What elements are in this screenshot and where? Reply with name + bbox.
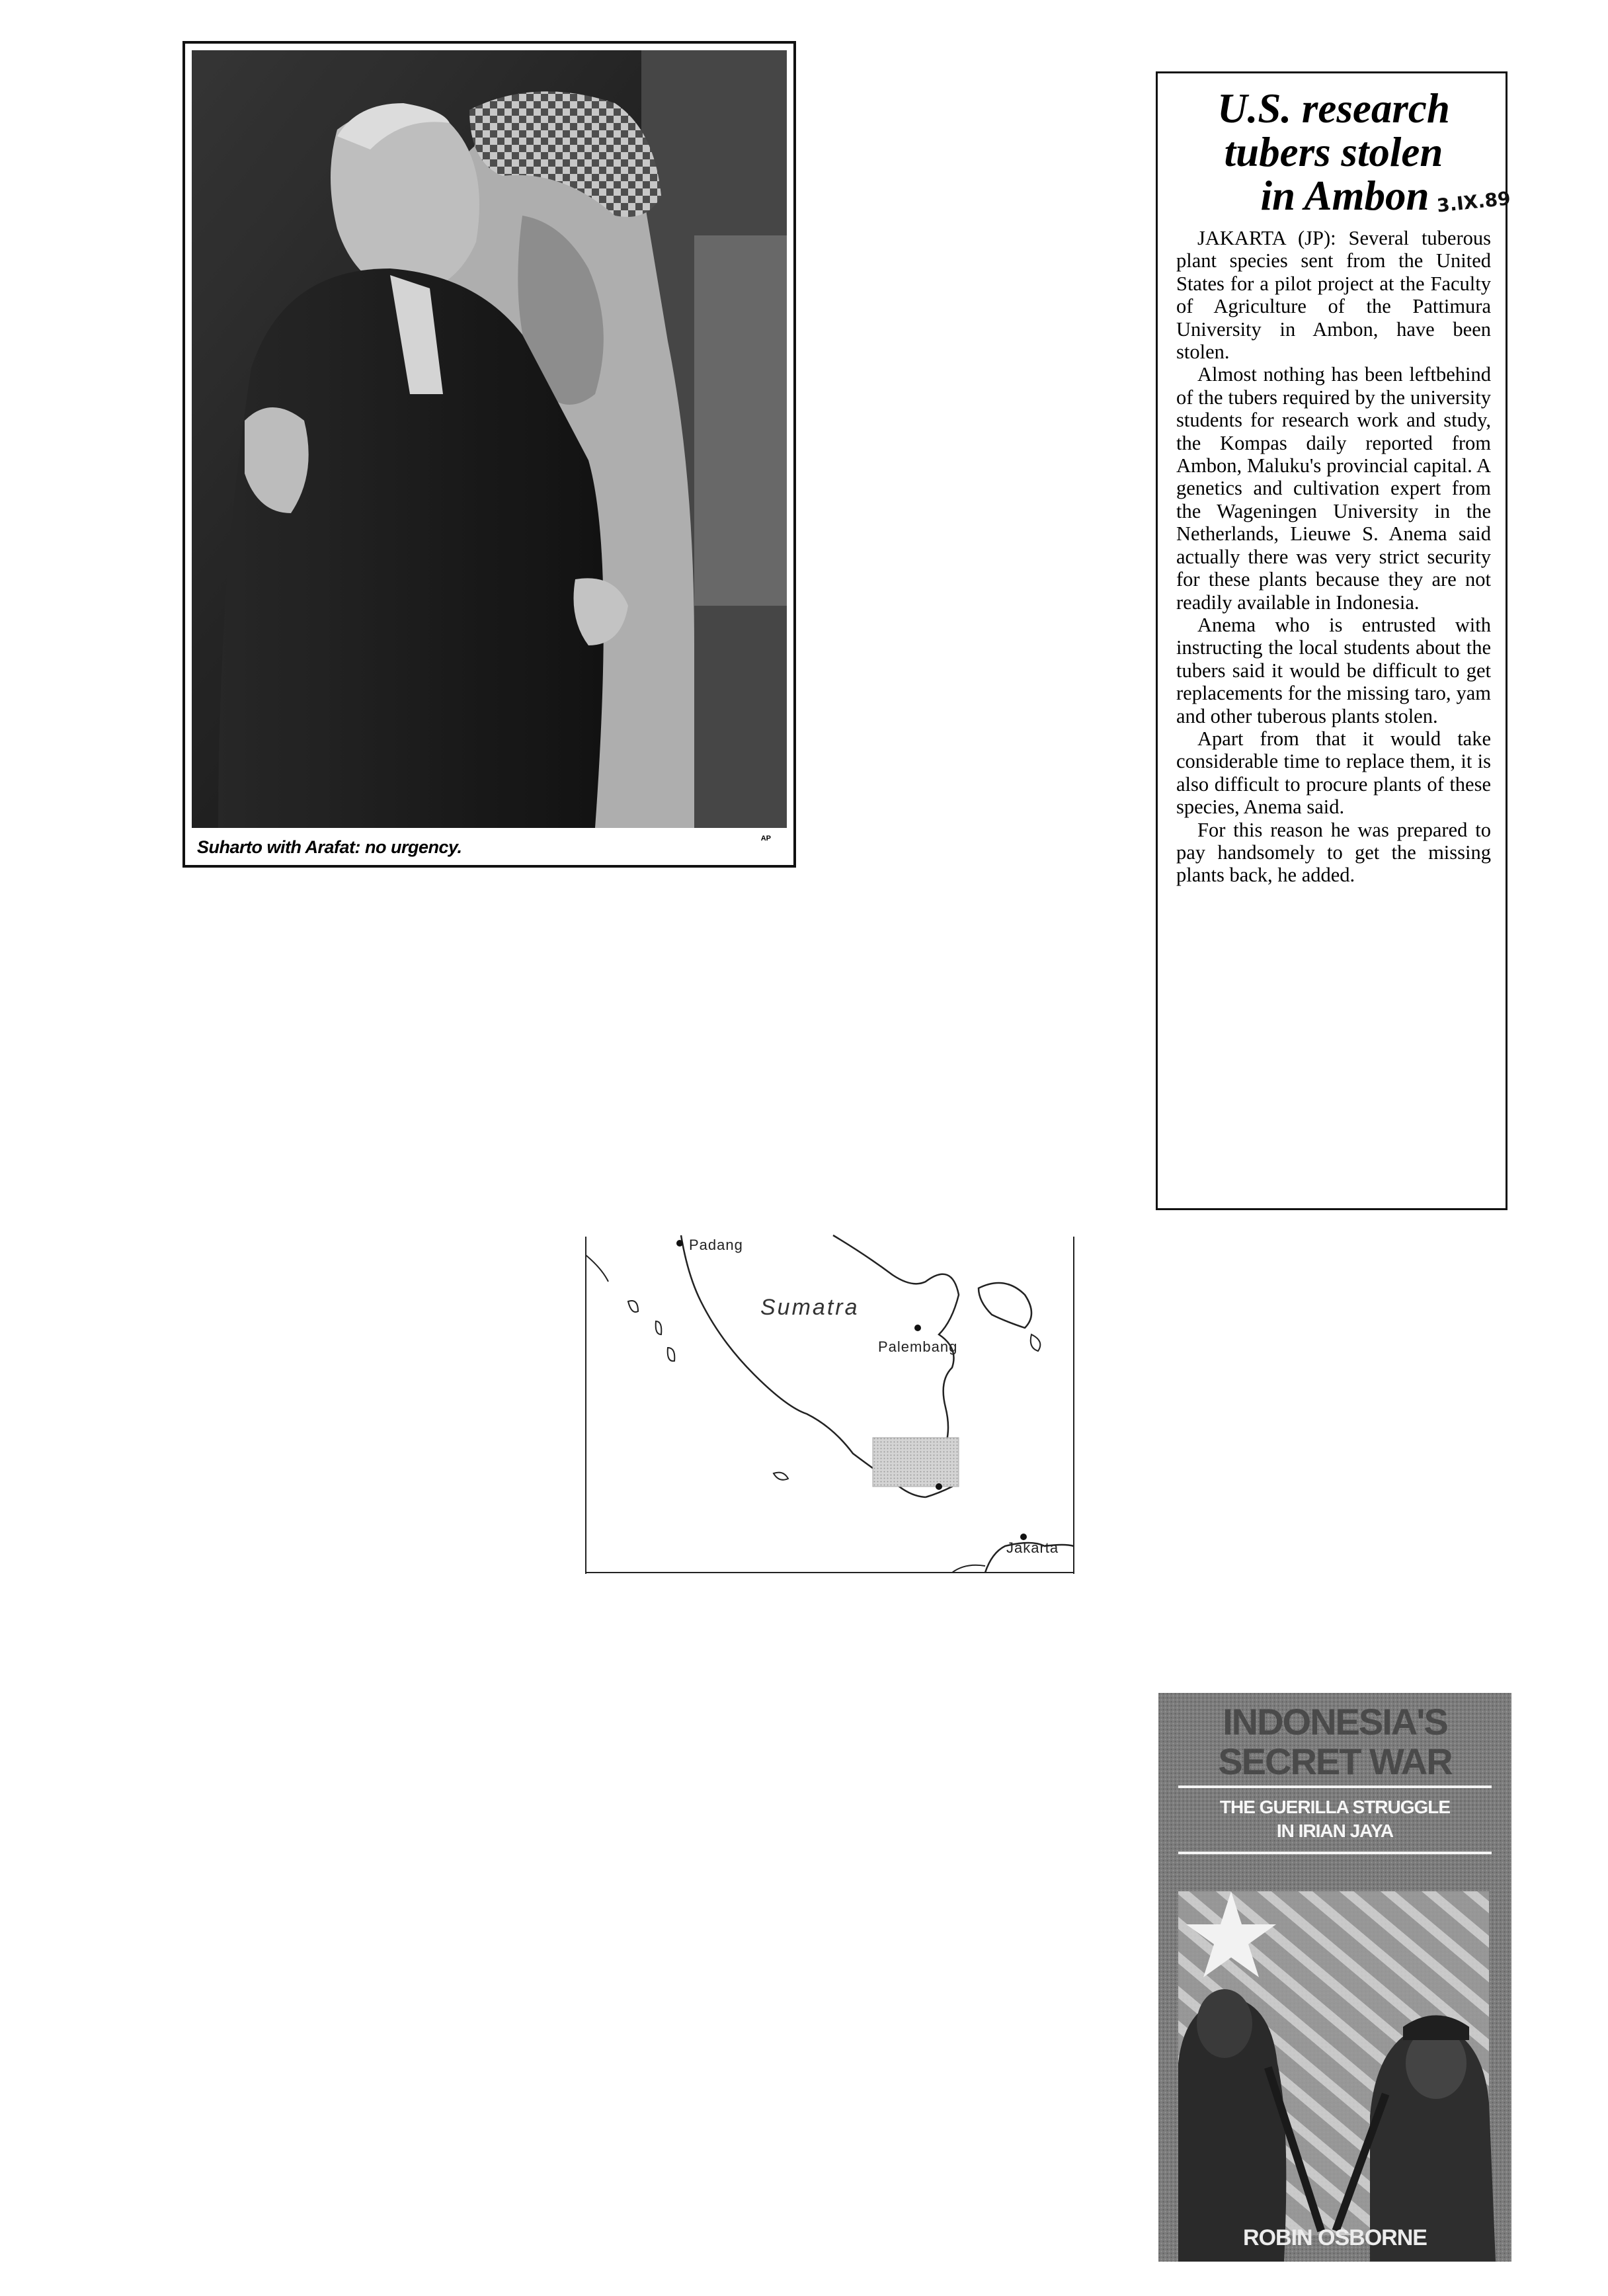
headline-line: U.S. research (1217, 85, 1450, 132)
city-label-padang: Padang (689, 1237, 743, 1253)
book-title (1158, 1702, 1511, 1782)
photo-credit: AP (760, 835, 771, 842)
book-divider (1178, 1785, 1492, 1788)
news-photo (192, 50, 787, 828)
region-label-sumatra: Sumatra (760, 1295, 860, 1320)
city-label-palembang: Palembang (878, 1338, 958, 1355)
caption-row (194, 835, 784, 861)
article-paragraph: Anema who is entrusted with instructing the local students about the tubers said it would be difficult to get replacements for the missing taro, yam and other tuberous plants stolen. (1176, 613, 1491, 727)
book-author: ROBIN OSBORNE (1243, 2225, 1427, 2250)
book-subtitle-line: IN IRIAN JAYA (1276, 1821, 1394, 1841)
book-subtitle-line: THE GUERILLA STRUGGLE (1219, 1797, 1451, 1817)
article-paragraph: Apart from that it would take considerable time to replace them, it is also difficult to procure plants of these species, Anema said. (1176, 727, 1491, 819)
book-title-line: SECRET WAR (1218, 1741, 1452, 1782)
article-body (1176, 227, 1491, 887)
book-title-line: INDONESIA'S (1223, 1701, 1447, 1742)
headline-line: tubers stolen (1224, 129, 1443, 175)
book-cover (1158, 1693, 1511, 2262)
article-paragraph: For this reason he was prepared to pay handsomely to get the missing plants back, he added. (1176, 818, 1491, 887)
article-paragraph: Almost nothing has been leftbehind of the tubers required by the university students for research work and study, the Kompas daily reported from Ambon, Maluku's provincial capital. A genetics and cultivation expert from the Wageningen University in the Netherlands, Lieuwe S. Anema said actually there was very strict security for these plants because they are not readily available in Indonesia. (1176, 363, 1491, 614)
article-paragraph: JAKARTA (JP): Several tuberous plant species sent from the United States for a pilot project at the Faculty of Agriculture of the Pattimura University in Ambon, have been stolen. (1176, 227, 1491, 364)
photo-caption: Suharto with Arafat: no urgency. (197, 837, 462, 857)
book-subtitle (1158, 1795, 1511, 1843)
news-article (1156, 71, 1512, 1210)
photo-image (192, 50, 787, 828)
handwritten-date: 3.IX.89 (1435, 187, 1512, 217)
headline-line: in Ambon (1260, 173, 1429, 219)
sumatra-map (582, 1235, 1078, 1574)
book-divider (1178, 1852, 1492, 1854)
map-drawing (582, 1235, 1078, 1574)
city-label-jakarta: Jakarta (1006, 1539, 1059, 1556)
photo-clipping (182, 41, 796, 868)
